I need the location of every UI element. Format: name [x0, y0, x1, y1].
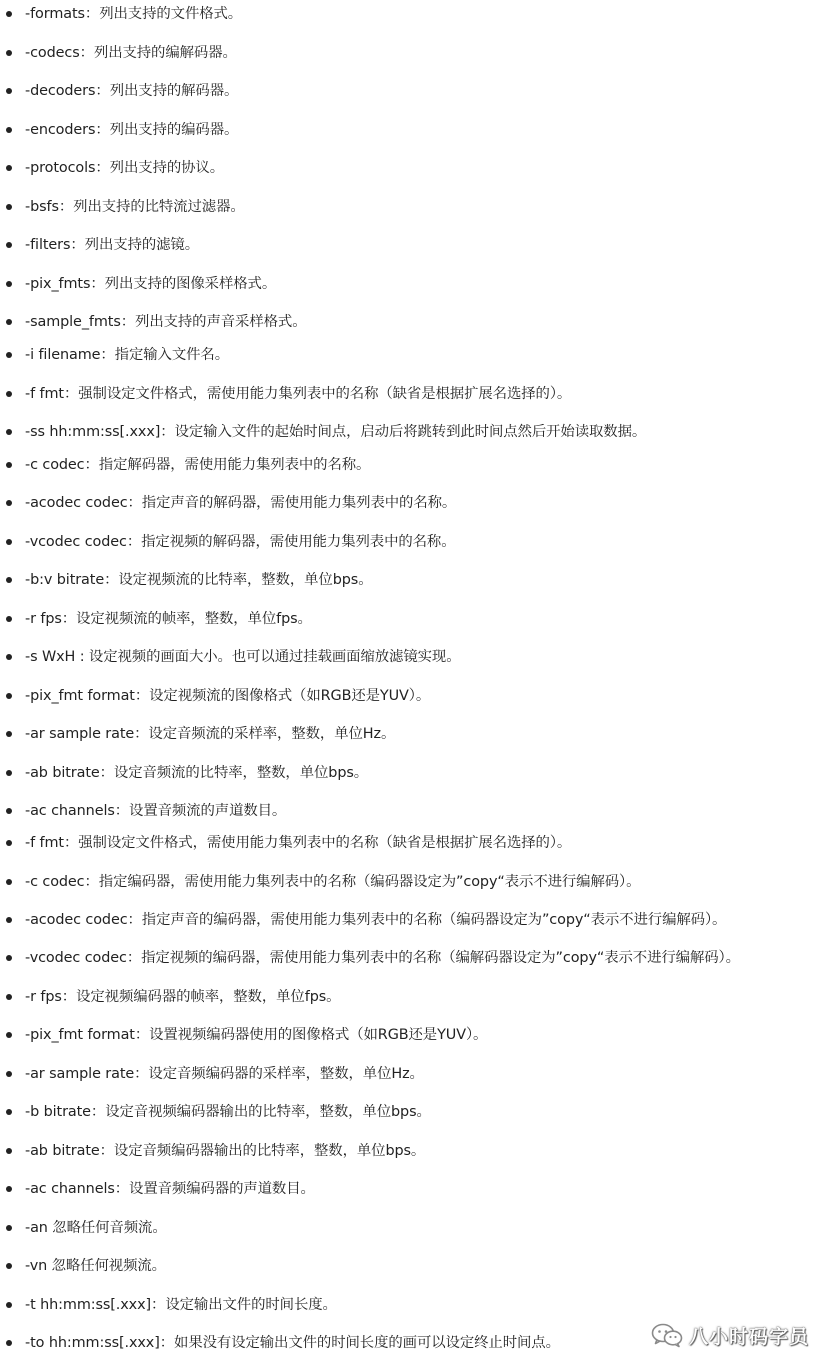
list-item-text: -decoders：列出支持的解码器。	[25, 83, 239, 99]
bullet-icon	[6, 88, 12, 94]
bullet-icon	[6, 242, 12, 248]
list-item-text: -t hh:mm:ss[.xxx]：设定输出文件的时间长度。	[25, 1297, 337, 1313]
list-item-text: -pix_fmts：列出支持的图像采样格式。	[25, 276, 277, 292]
list-item-text: -to hh:mm:ss[.xxx]：如果没有设定输出文件的时间长度的画可以设定终止时间点。	[25, 1335, 560, 1351]
list-item-text: -ab bitrate：设定音频编码器输出的比特率，整数，单位bps。	[25, 1143, 426, 1159]
bullet-icon	[6, 1263, 12, 1269]
bullet-icon	[6, 731, 12, 737]
list-item-text: -ac channels：设置音频流的声道数目。	[25, 803, 287, 819]
list-item-text: -r fps：设定视频编码器的帧率，整数，单位fps。	[25, 989, 341, 1005]
list-item-text: -pix_fmt format：设定视频流的图像格式（如RGB还是YUV）。	[25, 688, 431, 704]
list-item-text: -ss hh:mm:ss[.xxx]：设定输入文件的起始时间点，启动后将跳转到此时间点然后开始读取数据。	[25, 424, 647, 440]
bullet-icon	[6, 500, 12, 506]
list-item-text: -bsfs：列出支持的比特流过滤器。	[25, 199, 245, 215]
list-item-text: -codecs：列出支持的编解码器。	[25, 45, 237, 61]
list-item-text: -ab bitrate：设定音频流的比特率，整数，单位bps。	[25, 765, 369, 781]
bullet-icon	[6, 319, 12, 325]
watermark-text: 八小时码字员	[688, 1325, 809, 1348]
list-item-text: -filters：列出支持的滤镜。	[25, 237, 199, 253]
list-item-text: -vcodec codec：指定视频的编码器，需使用能力集列表中的名称（编解码器设定为”copy“表示不进行编解码）。	[25, 950, 740, 966]
bullet-icon	[6, 281, 12, 287]
bullet-icon	[6, 1032, 12, 1038]
list-item-text: -encoders：列出支持的编码器。	[25, 122, 239, 138]
bullet-icon	[6, 11, 12, 17]
wechat-icon	[651, 1322, 683, 1348]
bullet-icon	[6, 808, 12, 814]
bullet-icon	[6, 577, 12, 583]
list-item-text: -acodec codec：指定声音的解码器，需使用能力集列表中的名称。	[25, 495, 457, 511]
bullet-icon	[6, 1186, 12, 1192]
bullet-icon	[6, 955, 12, 961]
list-item-text: -vcodec codec：指定视频的解码器，需使用能力集列表中的名称。	[25, 534, 456, 550]
bullet-icon	[6, 616, 12, 622]
bullet-icon	[6, 204, 12, 210]
bullet-icon	[6, 654, 12, 660]
list-item-text: -c codec：指定编码器，需使用能力集列表中的名称（编码器设定为”copy“表示不进行编解码）。	[25, 874, 641, 890]
list-item-text: -vn 忽略任何视频流。	[25, 1258, 166, 1274]
watermark	[651, 1320, 809, 1350]
bullet-icon	[6, 994, 12, 1000]
bullet-icon	[6, 462, 12, 468]
bullet-icon	[6, 770, 12, 776]
bullet-icon	[6, 539, 12, 545]
list-item-text: -s WxH : 设定视频的画面大小。也可以通过挂载画面缩放滤镜实现。	[25, 649, 461, 665]
bullet-icon	[6, 352, 12, 358]
bullet-icon	[6, 391, 12, 397]
bullet-icon	[6, 1109, 12, 1115]
bullet-icon	[6, 917, 12, 923]
list-item-text: -i filename：指定输入文件名。	[25, 347, 230, 363]
list-item-text: -b bitrate：设定音视频编码器输出的比特率，整数，单位bps。	[25, 1104, 431, 1120]
list-item-text: -acodec codec：指定声音的编码器，需使用能力集列表中的名称（编码器设定为”copy“表示不进行编解码）。	[25, 912, 727, 928]
bullet-icon	[6, 1071, 12, 1077]
bullet-icon	[6, 165, 12, 171]
bullet-icon	[6, 429, 12, 435]
bullet-icon	[6, 693, 12, 699]
list-item-text: -f fmt：强制设定文件格式，需使用能力集列表中的名称（缺省是根据扩展名选择的）。	[25, 386, 572, 402]
list-item-text: -protocols：列出支持的协议。	[25, 160, 225, 176]
list-item-text: -formats：列出支持的文件格式。	[25, 6, 243, 22]
list-item-text: -sample_fmts：列出支持的声音采样格式。	[25, 314, 307, 330]
list-item-text: -c codec：指定解码器，需使用能力集列表中的名称。	[25, 457, 371, 473]
list-item-text: -f fmt：强制设定文件格式，需使用能力集列表中的名称（缺省是根据扩展名选择的）。	[25, 835, 572, 851]
list-item-text: -pix_fmt format：设置视频编码器使用的图像格式（如RGB还是YUV）。	[25, 1027, 488, 1043]
bullet-icon	[6, 1148, 12, 1154]
bullet-icon	[6, 1225, 12, 1231]
list-item-text: -ar sample rate：设定音频编码器的采样率，整数，单位Hz。	[25, 1066, 424, 1082]
list-item-text: -ac channels：设置音频编码器的声道数目。	[25, 1181, 315, 1197]
bullet-icon	[6, 127, 12, 133]
bullet-icon	[6, 1302, 12, 1308]
bullet-icon	[6, 879, 12, 885]
list-item-text: -an 忽略任何音频流。	[25, 1220, 167, 1236]
bullet-icon	[6, 50, 12, 56]
list-item-text: -b:v bitrate：设定视频流的比特率，整数，单位bps。	[25, 572, 373, 588]
bullet-icon	[6, 1340, 12, 1346]
bullet-icon	[6, 840, 12, 846]
list-item-text: -ar sample rate：设定音频流的采样率，整数，单位Hz。	[25, 726, 396, 742]
list-item-text: -r fps：设定视频流的帧率，整数，单位fps。	[25, 611, 312, 627]
